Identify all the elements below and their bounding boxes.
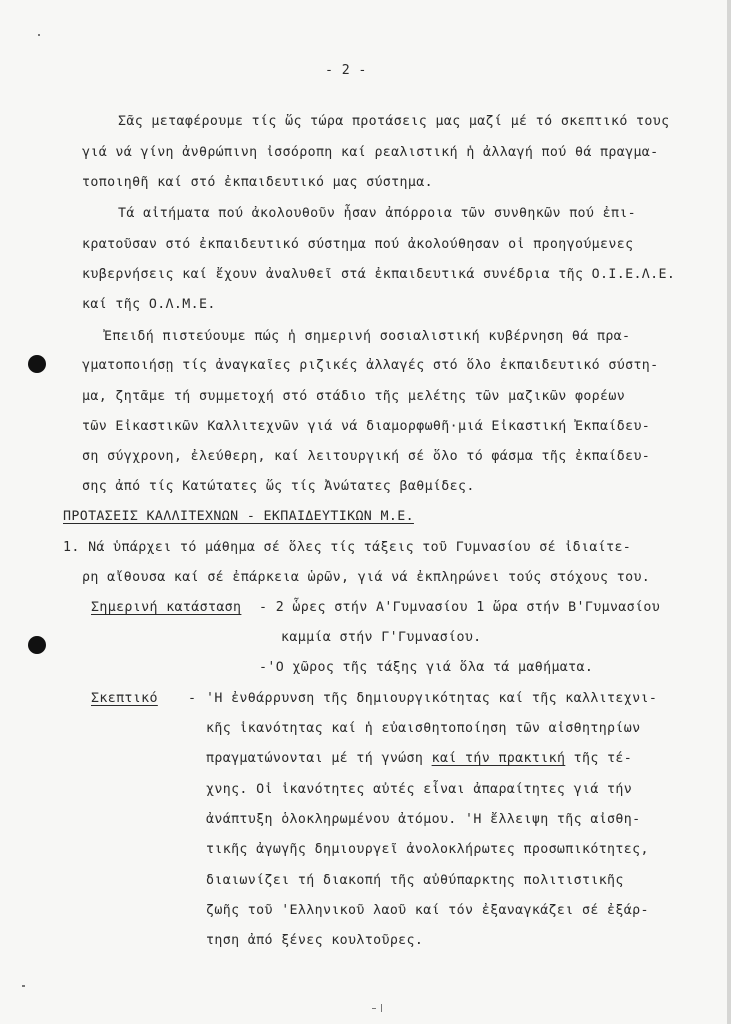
scan-speck	[22, 985, 25, 987]
reasoning-underlined-text: καί τήν πρακτική	[431, 751, 566, 766]
paragraph-line: κυβερνήσεις καί ἔχουν ἀναλυθεῖ στά ἐκπαιδευτικά συνέδρια τῆς Ο.Ι.Ε.Λ.Ε.	[82, 267, 676, 282]
reasoning-line: ἀνάπτυξη ὁλοκληρωμένου ἀτόμου. 'Η ἔλλειψη τῆς αἰσθη-	[206, 812, 641, 827]
reasoning-label: Σκεπτικό	[91, 691, 158, 706]
paragraph-line: καί τῆς Ο.Λ.Μ.Ε.	[82, 297, 216, 312]
scan-speck	[372, 1008, 376, 1009]
current-status-line: -'Ο χῶρος τῆς τάξης γιά ὅλα τά μαθήματα.	[259, 660, 594, 675]
paragraph-line: ση σύγχρονη, ἐλεύθερη, καί λειτουργική σέ ὅλο τό φάσμα τῆς ἐκπαίδευ-	[82, 449, 651, 464]
current-status-line: καμμία στήν Γ'Γυμνασίου.	[281, 630, 482, 645]
section-heading: ΠΡΟΤΑΣΕΙΣ ΚΑΛΛΙΤΕΧΝΩΝ - ΕΚΠΑΙΔΕΥΤΙΚΩΝ Μ.Ε.	[63, 509, 414, 524]
punch-hole-top	[28, 355, 46, 373]
punch-hole-bottom	[28, 636, 46, 654]
reasoning-text: τῆς τέ-	[565, 751, 633, 766]
scan-speck	[727, 0, 731, 1024]
reasoning-line	[206, 751, 632, 767]
paragraph-line: Ἐπειδή πιστεύουμε πώς ἡ σημερινή σοσιαλιστική κυβέρνηση θά πρα-	[104, 329, 631, 344]
page-number: - 2 -	[325, 63, 367, 78]
current-status-line: - 2 ὧρες στήν Α'Γυμνασίου 1 ὥρα στήν Β'Γυμνασίου	[259, 600, 661, 615]
paragraph-line: γματοποιήσῃ τίς ἀναγκαῖες ριζικές ἀλλαγές στό ὅλο ἐκπαιδευτικό σύστη-	[82, 358, 659, 373]
paragraph-line: τοποιηθῆ καί στό ἐκπαιδευτικό μας σύστημα.	[82, 175, 433, 190]
reasoning-line: τηση ἀπό ξένες κουλτοῦρες.	[206, 933, 424, 948]
item-line: ρη αἴθουσα καί σέ ἐπάρκεια ὡρῶν, γιά νά ἐκπληρώνει τούς στόχους του.	[82, 570, 651, 585]
reasoning-dash: -	[188, 691, 197, 706]
reasoning-text: πραγματώνονται μέ τή γνώση	[206, 751, 432, 766]
paragraph-line: γιά νά γίνη ἀνθρώπινη ἰσσόροπη καί ρεαλιστική ἡ ἀλλαγή πού θά πραγμα-	[82, 145, 659, 160]
paragraph-line: Τά αἰτήματα πού ἀκολουθοῦν ἦσαν ἀπόρροια τῶν συνθηκῶν πού ἐπι-	[118, 206, 637, 221]
reasoning-line: διαιωνίζει τή διακοπή τῆς αὐθύπαρκτης πολιτιστικῆς	[206, 873, 624, 888]
reasoning-line: τικῆς ἀγωγῆς δημιουργεῖ ἀνολοκλήρωτες προσωπικότητες,	[206, 842, 649, 857]
reasoning-line: 'Η ἐνθάρρυνση τῆς δημιουργικότητας καί τῆς καλλιτεχνι-	[206, 691, 658, 706]
item-line: 1. Νά ὑπάρχει τό μάθημα σέ ὅλες τίς τάξεις τοῦ Γυμνασίου σέ ἰδιαίτε-	[63, 540, 632, 555]
reasoning-line: κῆς ἱκανότητας καί ἡ εὐαισθητοποίηση τῶν αἰσθητηρίων	[206, 721, 641, 736]
paragraph-line: τῶν Εἰκαστικῶν Καλλιτεχνῶν γιά νά διαμορφωθῆ·μιά Εἰκαστική Ἐκπαίδευ-	[82, 419, 651, 434]
scan-speck	[381, 1004, 382, 1012]
reasoning-line: χνης. Οἱ ἱκανότητες αὐτές εἶναι ἀπαραίτητες γιά τήν	[206, 782, 633, 797]
paragraph-line: μα, ζητᾶμε τή συμμετοχή στό στάδιο τῆς μελέτης τῶν μαζικῶν φορέων	[82, 389, 626, 404]
scan-speck	[38, 34, 40, 36]
paragraph-line: σης ἀπό τίς Κατώτατες ὥς τίς Ἀνώτατες βαθμίδες.	[82, 479, 475, 494]
current-status-label: Σημερινή κατάσταση	[91, 600, 242, 615]
paragraph-line: κρατοῦσαν στό ἐκπαιδευτικό σύστημα πού ἀκολούθησαν οἱ προηγούμενες	[82, 237, 634, 252]
reasoning-line: ζωῆς τοῦ 'Ελληνικοῦ λαοῦ καί τόν ἐξαναγκάζει σέ ἐξάρ-	[206, 903, 649, 918]
paragraph-line: Σᾶς μεταφέρουμε τίς ὥς τώρα προτάσεις μας μαζί μέ τό σκεπτικό τους	[118, 114, 670, 129]
